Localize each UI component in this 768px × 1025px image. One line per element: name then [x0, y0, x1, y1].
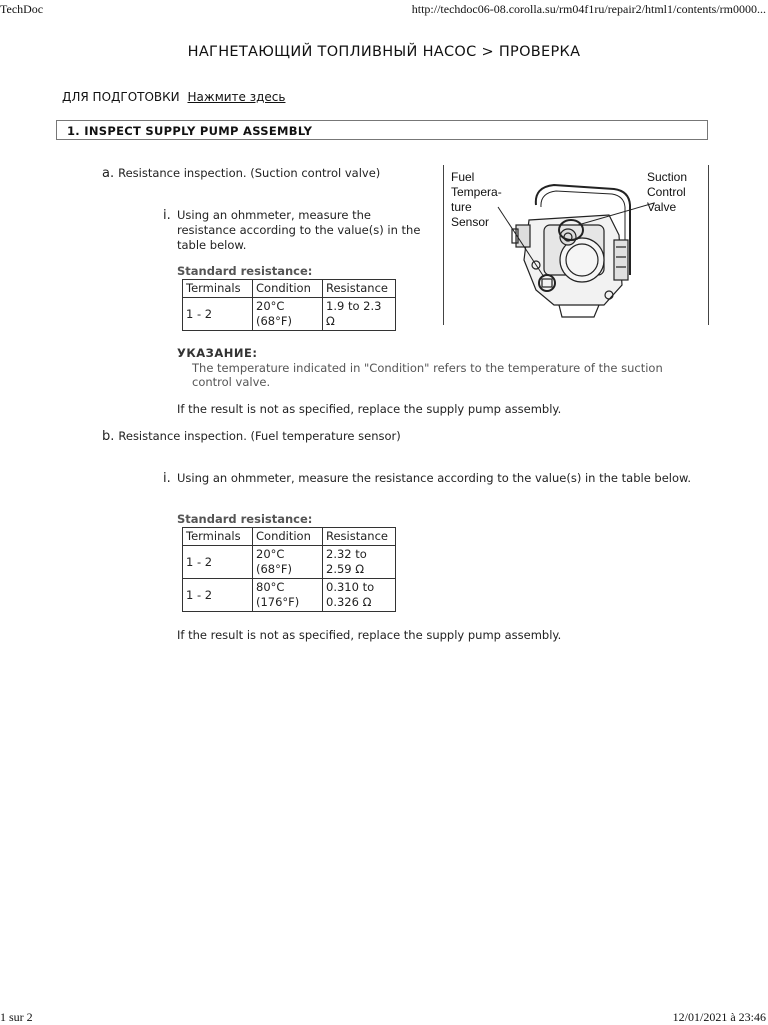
step-b-text: Resistance inspection. (Fuel temperature sensor) — [118, 429, 401, 443]
table-cell: 20°C (68°F) — [253, 546, 323, 579]
section-header: 1. INSPECT SUPPLY PUMP ASSEMBLY — [56, 120, 708, 140]
print-footer-date: 12/01/2021 à 23:46 — [672, 1010, 766, 1024]
step-b-std-label: Standard resistance: — [177, 512, 313, 526]
page-title: НАГНЕТАЮЩИЙ ТОПЛИВНЫЙ НАСОС > ПРОВЕРКА — [187, 44, 581, 60]
fig-label-fuel-temp-sensor: Fuel Tempera- ture Sensor — [451, 170, 502, 229]
table-cell: 1 - 2 — [183, 546, 253, 579]
step-a-table — [182, 279, 396, 331]
step-b-table — [182, 527, 396, 612]
step-b-marker: b. — [102, 429, 115, 444]
table-row — [183, 579, 396, 612]
prep-label: ДЛЯ ПОДГОТОВКИ — [62, 90, 180, 104]
note-title: УКАЗАНИЕ: — [177, 346, 258, 360]
step-a-std-label: Standard resistance: — [177, 264, 313, 278]
step-b — [102, 429, 401, 444]
step-a — [102, 166, 380, 181]
table-header: Resistance — [323, 528, 396, 546]
step-a-sub-marker: i. — [163, 208, 171, 223]
prep-line — [62, 90, 285, 104]
table-row — [183, 298, 396, 331]
step-a-text: Resistance inspection. (Suction control valve) — [118, 166, 381, 180]
table-cell: 2.32 to 2.59 Ω — [323, 546, 396, 579]
step-a-sub — [163, 208, 432, 253]
print-header-url: http://techdoc06-08.corolla.su/rm04f1ru/repair2/html1/contents/rm0000... — [411, 2, 766, 16]
step-b-sub — [163, 471, 717, 486]
pump-diagram — [443, 165, 709, 325]
step-a-result: If the result is not as specified, replace the supply pump assembly. — [177, 402, 562, 416]
table-cell: 0.310 to 0.326 Ω — [323, 579, 396, 612]
table-header: Resistance — [323, 280, 396, 298]
table-header: Terminals — [183, 528, 253, 546]
table-row — [183, 546, 396, 579]
step-b-sub-marker: i. — [163, 471, 171, 486]
table-header: Condition — [253, 528, 323, 546]
step-a-marker: a. — [102, 166, 115, 181]
table-cell: 1 - 2 — [183, 298, 253, 331]
step-b-sub-text: Using an ohmmeter, measure the resistance according to the value(s) in the table below. — [177, 471, 692, 485]
prep-link[interactable]: Нажмите здесь — [187, 90, 286, 104]
step-b-result: If the result is not as specified, replace the supply pump assembly. — [177, 628, 562, 642]
step-a-sub-text: Using an ohmmeter, measure the resistance according to the value(s) in the table below. — [177, 208, 421, 252]
fig-label-suction-control-valve: Suction Control Valve — [647, 170, 688, 214]
table-cell: 1 - 2 — [183, 579, 253, 612]
table-header: Condition — [253, 280, 323, 298]
table-cell: 20°C (68°F) — [253, 298, 323, 331]
table-header-row — [183, 280, 396, 298]
table-header: Terminals — [183, 280, 253, 298]
note-text: The temperature indicated in "Condition" refers to the temperature of the suction control valve. — [192, 361, 663, 389]
table-cell: 1.9 to 2.3 Ω — [323, 298, 396, 331]
pump-drawing — [444, 165, 708, 325]
print-footer-page: 1 sur 2 — [0, 1010, 33, 1024]
print-header-title: TechDoc — [0, 2, 44, 16]
table-header-row — [183, 528, 396, 546]
table-cell: 80°C (176°F) — [253, 579, 323, 612]
